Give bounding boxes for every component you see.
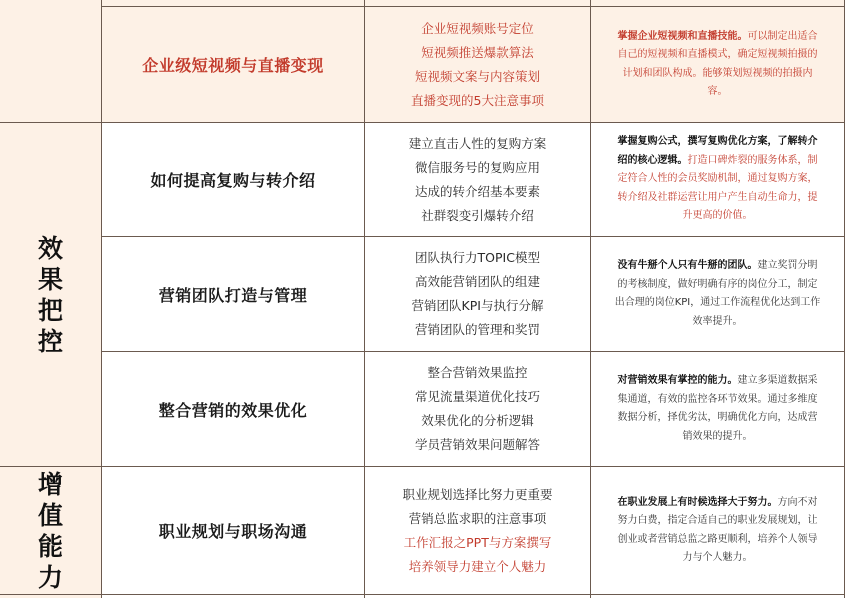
description-lead: 没有牛掰个人只有牛掰的团队。 xyxy=(617,260,758,271)
topic-item: 直播变现的5大注意事项 xyxy=(411,92,544,108)
description-body: 方向不对努力白费，指定合适自己的职业发展规划，让创业或者营销总监之路更顺利，培养个人领导力与个人魅力。 xyxy=(617,496,818,563)
topic-list xyxy=(365,467,590,594)
section-char: 能 xyxy=(37,532,63,561)
section-char: 果 xyxy=(37,264,63,294)
topic-item: 企业短视频账号定位 xyxy=(421,20,534,36)
section-char: 控 xyxy=(37,326,63,356)
topic-item: 微信服务号的复购应用 xyxy=(414,159,540,175)
topic-item: 营销总监求职的注意事项 xyxy=(408,510,547,526)
section-char: 把 xyxy=(37,295,63,325)
description-lead: 对营销效果有掌控的能力。 xyxy=(617,375,738,386)
description-body: 建立奖罚分明的考核制度，做好明确有序的岗位分工，制定出合理的岗位KPI，通过工作流程优化达到工作效率提升。 xyxy=(614,260,821,327)
description xyxy=(591,467,844,594)
topic-item: 学员营销效果问题解答 xyxy=(414,437,540,452)
module-title: 营销团队打造与管理 xyxy=(158,285,308,305)
topic-item: 整合营销效果监控 xyxy=(427,365,528,380)
topic-list xyxy=(365,237,590,351)
topic-item: 培养领导力建立个人魅力 xyxy=(408,558,547,574)
topic-list xyxy=(365,123,590,236)
section-char: 值 xyxy=(37,501,63,530)
module-title: 职业规划与职场沟通 xyxy=(158,522,308,541)
topic-list xyxy=(365,7,590,122)
description-body: 可以制定出适合自己的短视频和直播模式，确定短视频拍摄的计划和团队构成。能够策划短视频的拍摄内容。 xyxy=(617,30,818,97)
topic-item: 短视频文案与内容策划 xyxy=(414,68,540,84)
topic-item: 营销团队的管理和奖罚 xyxy=(414,322,540,337)
section-label-growth xyxy=(0,467,101,595)
module-title: 整合营销的效果优化 xyxy=(158,400,308,420)
description xyxy=(591,7,844,122)
topic-item: 职业规划选择比努力更重要 xyxy=(402,486,553,502)
description xyxy=(591,123,844,236)
topic-item: 社群裂变引爆转介绍 xyxy=(421,207,534,223)
topic-item: 建立直击人性的复购方案 xyxy=(408,135,547,151)
section-char: 增 xyxy=(37,470,63,499)
topic-item: 常见流量渠道优化技巧 xyxy=(414,389,540,404)
topic-item: 团队执行力TOPIC模型 xyxy=(415,250,540,265)
module-title: 如何提高复购与转介绍 xyxy=(150,171,316,190)
description-lead: 掌握企业短视频和直播技能。 xyxy=(617,30,748,42)
description xyxy=(591,352,844,466)
topic-item: 短视频推送爆款算法 xyxy=(421,44,534,60)
topic-list xyxy=(365,352,590,466)
topic-item: 工作汇报之PPT与方案撰写 xyxy=(403,534,552,550)
section-char: 效 xyxy=(37,233,63,263)
section-char: 力 xyxy=(37,563,63,592)
topic-item: 高效能营销团队的组建 xyxy=(414,274,540,289)
section-label-effect xyxy=(0,122,101,467)
description-lead: 掌握复购公式，撰写复购优化方案，了解转介绍的核心逻辑。 xyxy=(617,136,818,166)
topic-item: 效果优化的分析逻辑 xyxy=(421,413,534,428)
grid-line xyxy=(0,594,845,595)
description xyxy=(591,237,844,351)
description-body: 建立多渠道数据采集通道，有效的监控各环节效果。通过多维度数据分析，择优劣汰，明确优化方向，达成营销效果的提升。 xyxy=(617,375,818,442)
module-title: 企业级短视频与直播变现 xyxy=(142,56,324,75)
description-lead: 在职业发展上有时候选择大于努力。 xyxy=(617,496,778,508)
topic-item: 营销团队KPI与执行分解 xyxy=(411,298,544,313)
description-body: 打造口碑炸裂的服务体系，制定符合人性的会员奖励机制，通过复购方案，转介绍及社群运营让用户产生自动生命力，提升更高的价值。 xyxy=(617,154,818,222)
topic-item: 达成的转介绍基本要素 xyxy=(414,183,540,199)
